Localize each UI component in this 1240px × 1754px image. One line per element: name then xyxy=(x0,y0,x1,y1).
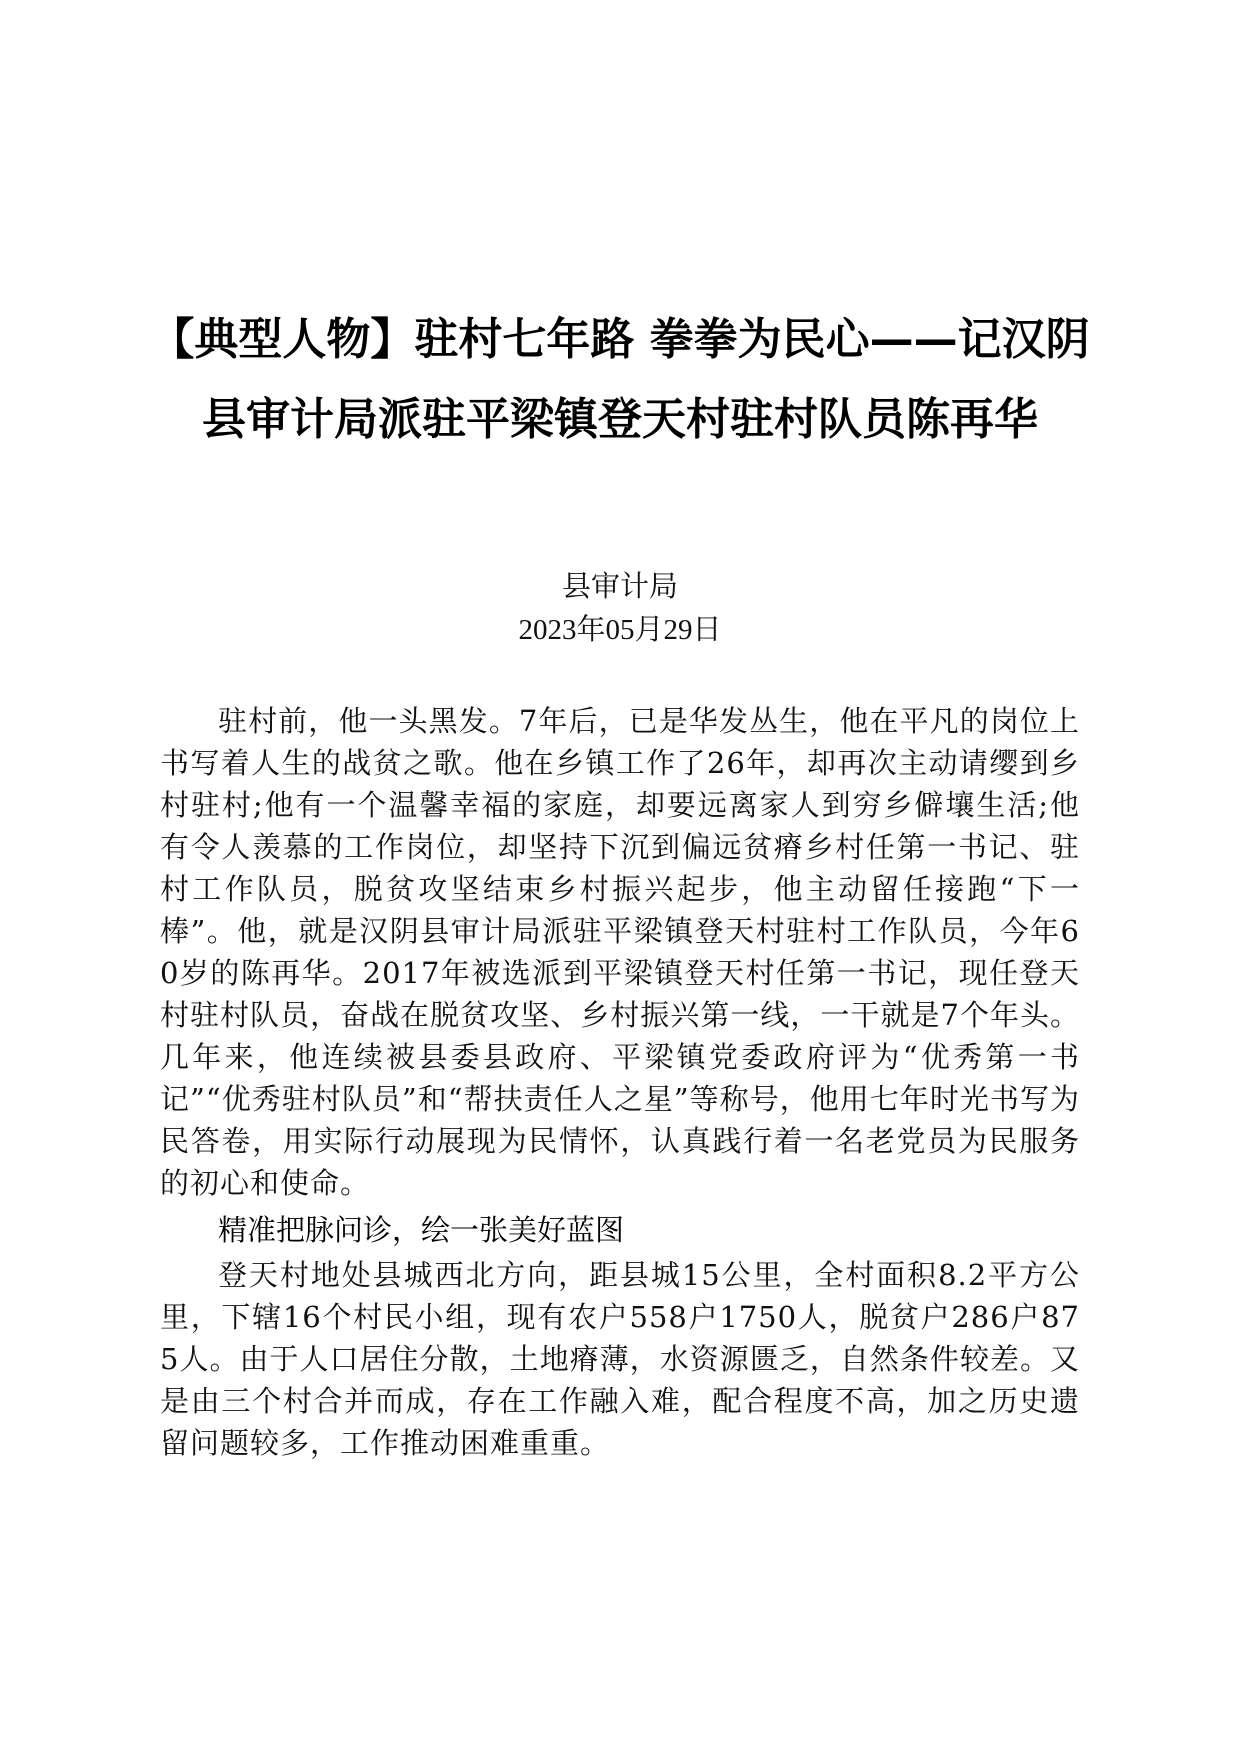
section-paragraph: 登天村地处县城西北方向，距县城15公里，全村面积8.2平方公里，下辖16个村民小组，现有农户558户1750人，脱贫户286户875人。由于人口居住分散，土地瘠薄，水资源匮乏，自然条件较差。又是由三个村合并而成，存在工作融入难，配合程度不高，加之历史遗留问题较多，工作推动困难重重。 xyxy=(160,1258,1080,1460)
article-body xyxy=(160,700,1080,1464)
publish-date: 2023年05月29日 xyxy=(518,614,722,646)
page-title: 【典型人物】驻村七年路 拳拳为民心——记汉阴县审计局派驻平梁镇登天村驻村队员陈再华 xyxy=(150,314,1090,445)
section-heading: 精准把脉问诊，绘一张美好蓝图 xyxy=(218,1213,625,1247)
intro-paragraph: 驻村前，他一头黑发。7年后，已是华发丛生，他在平凡的岗位上书写着人生的战贫之歌。他在乡镇工作了26年，却再次主动请缨到乡村驻村;他有一个温馨幸福的家庭，却要远离家人到穷乡僻壤生活;他有令人羡慕的工作岗位，却坚持下沉到偏远贫瘠乡村任第一书记、驻村工作队员，脱贫攻坚结束乡村振兴起步，他主动留任接跑“下一棒”。他，就是汉阴县审计局派驻平梁镇登天村驻村工作队员，今年60岁的陈再华。2017年被选派到平梁镇登天村任第一书记，现任登天村驻村队员，奋战在脱贫攻坚、乡村振兴第一线，一干就是7个年头。几年来，他连续被县委县政府、平梁镇党委政府评为“优秀第一书记”“优秀驻村队员”和“帮扶责任人之星”等称号，他用七年时光书写为民答卷，用实际行动展现为民情怀，认真践行着一名老党员为民服务的初心和使命。 xyxy=(160,704,1080,1200)
author-line: 县审计局 xyxy=(561,569,678,603)
